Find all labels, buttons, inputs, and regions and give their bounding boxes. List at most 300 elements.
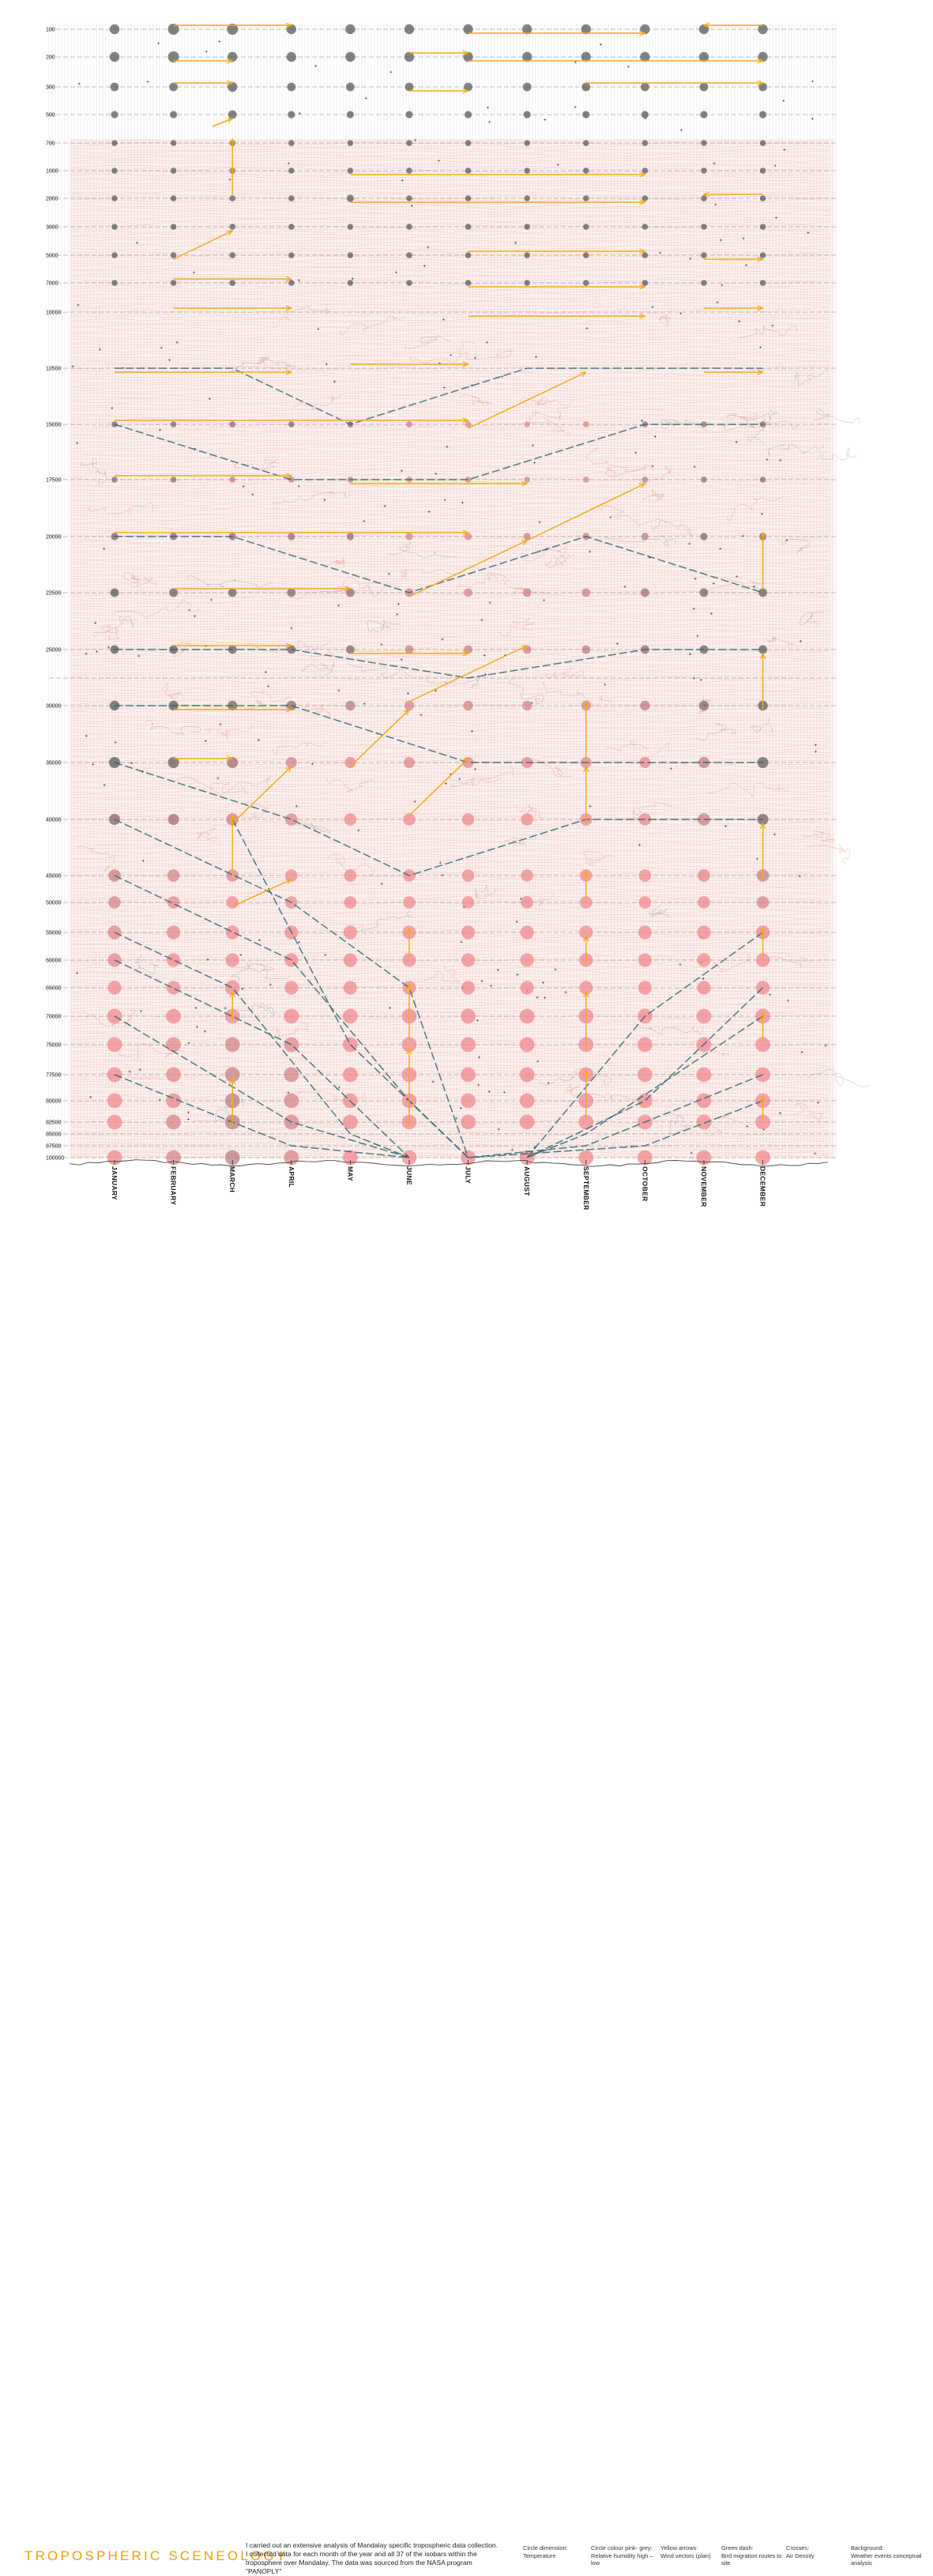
temperature-circle — [521, 896, 533, 909]
temperature-circle — [228, 111, 237, 119]
temperature-circle — [461, 1009, 476, 1024]
temperature-circle — [288, 111, 295, 118]
temperature-circle — [346, 589, 355, 597]
temperature-circle — [167, 896, 180, 909]
y-tick-label: 50000 — [46, 900, 62, 906]
legend-heading: Circle colour pink- grey: — [591, 2544, 653, 2552]
temperature-circle — [698, 869, 710, 882]
temperature-circle — [524, 224, 530, 230]
month-label: SEPTEMBER — [581, 1166, 590, 1211]
temperature-circle — [520, 1115, 535, 1130]
temperature-circle — [520, 1038, 535, 1053]
temperature-circle — [697, 981, 710, 994]
temperature-circle — [642, 252, 649, 258]
temperature-circle — [641, 111, 649, 118]
description-text: I carried out an extensive analysis of Mandalay specific tropospheric data collection. I collected data for each month of the year and all 37 of the isobars within the troposphere over Mandalay. The data was sourced from the NASA program "PANOPLY" — [246, 2541, 498, 2575]
month-label: MARCH — [228, 1166, 237, 1193]
density-cross — [600, 43, 602, 46]
month-label: FEBRUARY — [169, 1166, 178, 1206]
temperature-circle — [229, 224, 235, 230]
temperature-circle — [465, 168, 472, 174]
temperature-circle — [171, 224, 177, 230]
y-tick-label: 300 — [46, 85, 55, 91]
y-tick-label: 700 — [46, 141, 55, 147]
temperature-circle — [642, 140, 649, 146]
month-labels — [111, 1160, 767, 1211]
y-tick-label: 500 — [46, 112, 55, 119]
temperature-circle — [697, 1115, 712, 1130]
temperature-circle — [461, 953, 475, 966]
y-tick-label: 55000 — [46, 930, 62, 936]
temperature-circle — [288, 140, 295, 146]
temperature-circle — [167, 925, 180, 939]
temperature-circle — [344, 953, 357, 966]
temperature-circle — [229, 252, 235, 258]
temperature-circle — [760, 168, 766, 174]
y-tick-label: 100000 — [46, 1155, 65, 1162]
temperature-circle — [523, 589, 532, 597]
y-tick-label: 5000 — [46, 253, 58, 259]
month-label: MAY — [346, 1166, 355, 1182]
temperature-circle — [406, 252, 412, 258]
temperature-circle — [465, 111, 472, 118]
temperature-circle — [287, 83, 295, 92]
month-label: APRIL — [287, 1166, 295, 1188]
temperature-circle — [284, 1068, 299, 1083]
temperature-circle — [639, 896, 652, 909]
temperature-circle — [701, 280, 707, 286]
temperature-circle — [757, 896, 769, 909]
temperature-circle — [229, 476, 235, 483]
legend-heading: Background: — [851, 2544, 884, 2552]
temperature-circle — [288, 195, 295, 201]
page-title: TROPOSPHERIC SCENEOLOGY — [24, 2548, 288, 2563]
legend-text: Relative humidity high – low — [591, 2552, 653, 2567]
y-tick-label: 85000 — [46, 1132, 62, 1138]
month-label: JUNE — [405, 1166, 413, 1185]
temperature-circle — [521, 981, 534, 994]
temperature-circle — [226, 953, 239, 966]
temperature-circle — [345, 52, 355, 62]
temperature-circle — [406, 195, 412, 201]
temperature-circle — [700, 533, 707, 540]
legend-heading: Yellow arrows: — [660, 2544, 698, 2552]
temperature-circle — [171, 280, 177, 286]
legend-temperature — [523, 2544, 586, 2559]
temperature-circle — [760, 252, 766, 258]
temperature-circle — [464, 83, 472, 92]
temperature-circle — [288, 168, 295, 174]
temperature-circle — [167, 953, 180, 966]
density-cross — [487, 107, 489, 109]
temperature-circle — [343, 1009, 358, 1024]
legend-text: Weather events conceptual analysis — [851, 2552, 922, 2567]
temperature-circle — [345, 24, 355, 34]
density-cross — [157, 42, 160, 44]
temperature-circle — [760, 224, 766, 230]
y-tick-label: 3000 — [46, 224, 58, 231]
temperature-circle — [465, 533, 472, 540]
temperature-circle — [404, 701, 414, 710]
temperature-circle — [229, 195, 235, 201]
density-cross — [627, 66, 630, 68]
temperature-circle — [166, 1115, 181, 1130]
temperature-circle — [167, 869, 180, 882]
temperature-circle — [171, 168, 177, 174]
temperature-circle — [520, 1094, 535, 1109]
density-cross — [78, 82, 81, 85]
temperature-circle — [344, 896, 357, 909]
temperature-circle — [638, 925, 652, 939]
temperature-circle — [166, 1068, 181, 1083]
y-tick-label: 15000 — [46, 422, 62, 428]
temperature-circle — [639, 869, 652, 882]
legend-migration — [721, 2544, 783, 2567]
month-label: OCTOBER — [641, 1166, 649, 1202]
temperature-circle — [758, 589, 767, 597]
temperature-circle — [171, 421, 177, 427]
temperature-circle — [461, 1094, 476, 1109]
temperature-circle — [461, 1115, 476, 1130]
temperature-circle — [581, 646, 590, 654]
temperature-circle — [111, 280, 118, 286]
temperature-circle — [107, 1115, 122, 1130]
temperature-circle — [111, 589, 119, 597]
temperature-circle — [284, 1009, 299, 1024]
temperature-circle — [522, 701, 532, 710]
month-label: JULY — [464, 1166, 472, 1184]
temperature-circle — [406, 280, 412, 286]
temperature-circle — [171, 252, 177, 258]
terrain-line — [70, 1160, 828, 1167]
y-tick-label: 70000 — [46, 1014, 62, 1020]
temperature-circle — [581, 83, 590, 92]
temperature-circle — [464, 589, 472, 597]
temperature-circle — [462, 896, 475, 909]
temperature-circle — [348, 224, 354, 230]
y-tick-label: 7000 — [46, 281, 58, 287]
temperature-circle — [111, 168, 118, 174]
temperature-circle — [700, 589, 709, 597]
temperature-circle — [348, 252, 354, 258]
temperature-circle — [699, 701, 709, 710]
temperature-circle — [403, 896, 416, 909]
temperature-circle — [524, 140, 530, 146]
temperature-circle — [520, 1068, 535, 1083]
temperature-circle — [583, 280, 589, 286]
temperature-circle — [111, 140, 118, 146]
temperature-circle — [524, 280, 530, 286]
temperature-circle — [641, 589, 649, 597]
temperature-circle — [524, 111, 531, 118]
temperature-circle — [405, 83, 414, 92]
density-cross — [299, 112, 301, 115]
temperature-circle — [107, 1094, 122, 1109]
y-tick-label: 82500 — [46, 1120, 62, 1126]
temperature-circle — [701, 168, 707, 174]
y-tick-label: 87500 — [46, 1143, 62, 1150]
temperature-circle — [641, 83, 649, 92]
temperature-circle — [697, 925, 710, 939]
density-cross — [811, 118, 814, 120]
legend-text: Air Density — [786, 2552, 814, 2559]
temperature-circle — [465, 421, 472, 427]
temperature-circle — [111, 252, 118, 258]
temperature-circle — [638, 1038, 653, 1053]
temperature-circle — [697, 953, 710, 966]
legend-wind — [660, 2544, 722, 2559]
temperature-circle — [524, 252, 530, 258]
temperature-circle — [461, 1068, 476, 1083]
temperature-circle — [405, 533, 412, 540]
temperature-circle — [583, 224, 589, 230]
legend-humidity — [591, 2544, 662, 2567]
temperature-circle — [226, 896, 239, 909]
y-tick-label: 22500 — [46, 590, 62, 597]
temperature-circle — [523, 83, 532, 92]
temperature-circle — [344, 981, 357, 994]
temperature-circle — [405, 646, 414, 654]
temperature-circle — [583, 195, 589, 201]
footer — [0, 1267, 933, 2575]
temperature-circle — [642, 476, 649, 483]
temperature-circle — [642, 168, 649, 174]
temperature-circle — [701, 476, 707, 483]
temperature-circle — [404, 757, 415, 768]
temperature-circle — [344, 925, 357, 939]
temperature-circle — [461, 981, 475, 994]
temperature-circle — [288, 224, 295, 230]
temperature-circle — [642, 224, 649, 230]
y-tick-label: 60000 — [46, 958, 62, 964]
density-cross — [811, 80, 814, 82]
temperature-circle — [465, 280, 472, 286]
y-tick-label: 75000 — [46, 1042, 62, 1049]
temperature-circle — [638, 953, 652, 966]
temperature-circle — [287, 589, 295, 597]
density-cross — [544, 119, 546, 121]
temperature-circle — [701, 140, 707, 146]
y-tick-label: 100 — [46, 27, 55, 33]
temperature-circle — [285, 813, 298, 826]
y-tick-label: 35000 — [46, 760, 62, 766]
temperature-circle — [226, 925, 239, 939]
density-cross — [218, 40, 220, 43]
temperature-circle — [343, 1115, 358, 1130]
temperature-circle — [345, 701, 355, 710]
temperature-circle — [288, 252, 295, 258]
legend-density — [786, 2544, 833, 2559]
y-tick-label: 40000 — [46, 817, 62, 823]
temperature-circle — [288, 280, 295, 286]
temperature-circle — [228, 589, 237, 597]
temperature-circle — [638, 1068, 653, 1083]
y-tick-label: 45000 — [46, 873, 62, 879]
temperature-circle — [111, 476, 118, 483]
temperature-circle — [524, 421, 530, 427]
y-tick-label: 20000 — [46, 534, 62, 540]
temperature-circle — [697, 1009, 712, 1024]
density-cross — [314, 65, 317, 67]
y-tick-label: 65000 — [46, 985, 62, 992]
temperature-circle — [348, 280, 354, 286]
temperature-circle — [697, 1068, 712, 1083]
temperature-circle — [284, 981, 298, 994]
temperature-circle — [700, 83, 709, 92]
legend-text: Wind vectors (plan) — [660, 2552, 711, 2559]
temperature-circle — [168, 814, 179, 825]
temperature-circle — [346, 646, 355, 654]
temperature-circle — [701, 224, 707, 230]
temperature-circle — [760, 140, 766, 146]
temperature-circle — [760, 280, 766, 286]
temperature-circle — [583, 252, 589, 258]
temperature-circle — [701, 195, 707, 201]
temperature-circle — [583, 421, 589, 427]
legend-background — [851, 2544, 930, 2567]
temperature-circle — [111, 195, 118, 201]
temperature-circle — [638, 981, 652, 994]
temperature-circle — [111, 224, 118, 230]
temperature-circle — [640, 701, 649, 710]
temperature-circle — [225, 1038, 240, 1053]
temperature-circle — [521, 869, 533, 882]
temperature-circle — [347, 111, 354, 118]
temperature-circle — [465, 195, 472, 201]
temperature-circle — [171, 476, 177, 483]
temperature-circle — [464, 646, 472, 654]
temperature-circle — [348, 140, 354, 146]
temperature-circle — [581, 589, 590, 597]
temperature-circle — [286, 757, 297, 768]
temperature-circle — [521, 925, 534, 939]
y-tick-label: 200 — [46, 55, 55, 61]
month-label: JANUARY — [111, 1166, 119, 1200]
temperature-circle — [107, 1038, 122, 1053]
temperature-circle — [404, 24, 414, 34]
temperature-circle — [344, 869, 357, 882]
density-cross — [782, 100, 784, 102]
temperature-circle — [462, 869, 475, 882]
legend-heading: Crosses: — [786, 2544, 810, 2552]
temperature-circle — [406, 421, 412, 427]
temperature-circle — [759, 111, 766, 118]
temperature-circle — [521, 813, 533, 826]
temperature-circle — [583, 168, 589, 174]
temperature-circle — [582, 111, 589, 118]
temperature-circle — [463, 701, 472, 710]
month-label: NOVEMBER — [700, 1166, 708, 1207]
temperature-circle — [110, 52, 119, 62]
temperature-circle — [642, 195, 649, 201]
temperature-circle — [288, 533, 295, 540]
temperature-circle — [521, 953, 534, 966]
temperature-circle — [110, 24, 119, 34]
temperature-circle — [405, 111, 412, 118]
temperature-circle — [171, 140, 177, 146]
temperature-circle — [169, 589, 178, 597]
temperature-circle — [347, 194, 354, 201]
temperature-circle — [166, 1009, 181, 1024]
temperature-circle — [111, 111, 118, 118]
temperature-circle — [642, 280, 649, 286]
temperature-circle — [641, 533, 649, 540]
y-tick-label: 17500 — [46, 477, 62, 484]
temperature-circle — [524, 168, 530, 174]
month-label: AUGUST — [523, 1166, 532, 1196]
temperature-circle — [701, 252, 707, 258]
legend-text: Temperature — [523, 2552, 556, 2559]
temperature-circle — [406, 140, 412, 146]
temperature-circle — [288, 421, 295, 427]
y-tick-label: 2000 — [46, 196, 58, 202]
temperature-circle — [406, 168, 412, 174]
y-tick-label: 12500 — [46, 366, 62, 372]
temperature-circle — [171, 195, 177, 201]
temperature-circle — [287, 52, 296, 62]
temperature-circle — [583, 140, 589, 146]
density-cross — [365, 97, 367, 100]
temperature-circle — [344, 813, 357, 826]
temperature-circle — [288, 476, 295, 483]
legend-text: Bird migration routes to site — [721, 2552, 782, 2567]
temperature-circle — [462, 813, 475, 826]
temperature-circle — [700, 111, 707, 118]
legend-heading: Circle dimension: — [523, 2544, 568, 2552]
temperature-circle — [461, 1038, 476, 1053]
y-tick-label: 77500 — [46, 1072, 62, 1079]
temperature-circle — [111, 83, 119, 92]
temperature-circle — [465, 252, 472, 258]
y-tick-label: 25000 — [46, 647, 62, 653]
density-cross — [574, 106, 577, 108]
temperature-circle — [520, 1009, 535, 1024]
temperature-circle — [108, 896, 121, 909]
temperature-circle — [347, 533, 354, 540]
month-label: DECEMBER — [758, 1166, 767, 1207]
ground-line — [70, 1160, 828, 1167]
temperature-circle — [346, 83, 355, 92]
temperature-circle — [229, 280, 235, 286]
temperature-circle — [167, 981, 180, 994]
temperature-circle — [229, 421, 235, 427]
temperature-circle — [760, 476, 766, 483]
temperature-circle — [465, 224, 472, 230]
temperature-circle — [583, 476, 589, 483]
temperature-circle — [284, 1094, 299, 1109]
temperature-circle — [758, 83, 767, 92]
temperature-circle — [698, 896, 710, 909]
temperature-circle — [170, 111, 177, 118]
y-tick-label: 30000 — [46, 703, 62, 710]
temperature-circle — [465, 140, 472, 146]
density-cross — [680, 129, 683, 131]
y-tick-label: 10000 — [46, 310, 62, 316]
temperature-circle — [524, 195, 530, 201]
legend-heading: Green dash: — [721, 2544, 754, 2552]
temperature-circle — [760, 195, 766, 201]
temperature-circle — [524, 476, 530, 483]
temperature-circle — [343, 1068, 358, 1083]
temperature-circle — [166, 1038, 181, 1053]
temperature-circle — [107, 981, 121, 994]
y-tick-label: 80000 — [46, 1098, 62, 1105]
temperature-circle — [406, 224, 412, 230]
density-cross — [488, 121, 491, 123]
temperature-circle — [461, 925, 475, 939]
density-cross — [205, 51, 208, 53]
y-tick-label: 1000 — [46, 168, 58, 175]
